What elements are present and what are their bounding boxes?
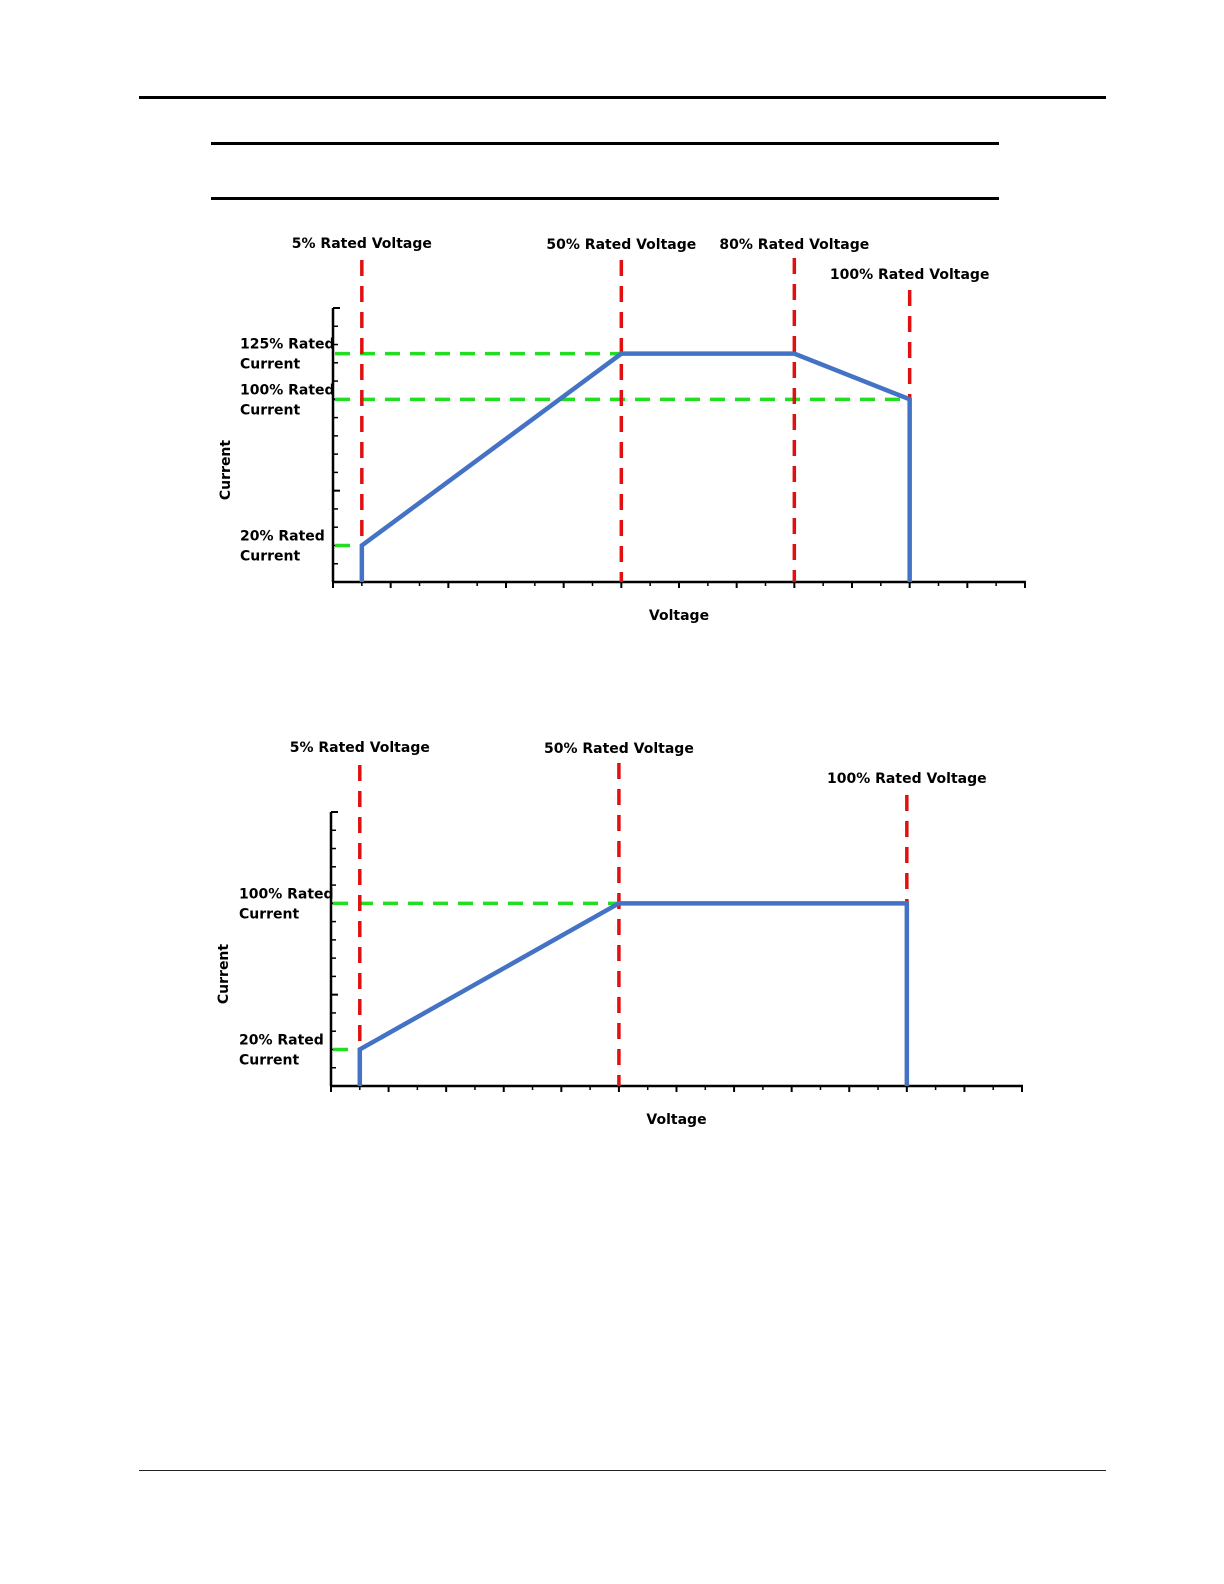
table-top-rule (211, 142, 999, 145)
reference-label-current-line1: 125% Rated (240, 336, 335, 353)
reference-label-current-line1: 100% Rated (240, 382, 335, 399)
reference-label-voltage: 50% Rated Voltage (543, 741, 694, 757)
reference-label-current-line1: 20% Rated (239, 1032, 324, 1049)
series-line (362, 354, 910, 582)
y-axis-title: Current (216, 943, 232, 1005)
reference-label-current-line2: Current (239, 1052, 300, 1069)
page-header-rule (139, 96, 1106, 99)
x-axis-title: Voltage (646, 1112, 707, 1128)
page-footer-rule (139, 1470, 1106, 1471)
reference-label-voltage: 5% Rated Voltage (289, 740, 430, 756)
reference-label-voltage: 100% Rated Voltage (829, 267, 990, 283)
voltage-current-chart-2 (0, 725, 1224, 1145)
reference-label-voltage: 100% Rated Voltage (827, 771, 987, 787)
series-line (360, 903, 907, 1086)
reference-label-voltage: 5% Rated Voltage (291, 236, 432, 252)
reference-label-current-line2: Current (239, 906, 300, 923)
reference-label-current-line1: 100% Rated (239, 886, 334, 903)
x-axis-title: Voltage (648, 608, 710, 624)
y-axis-title: Current (218, 439, 234, 501)
reference-label-current-line2: Current (240, 402, 301, 419)
voltage-current-chart-1 (0, 220, 1224, 640)
reference-label-current-line2: Current (240, 548, 301, 565)
reference-label-voltage: 50% Rated Voltage (546, 237, 697, 253)
table-bottom-rule (211, 197, 999, 200)
reference-label-voltage: 80% Rated Voltage (719, 237, 870, 253)
reference-label-current-line1: 20% Rated (240, 528, 325, 545)
reference-label-current-line2: Current (240, 356, 301, 373)
